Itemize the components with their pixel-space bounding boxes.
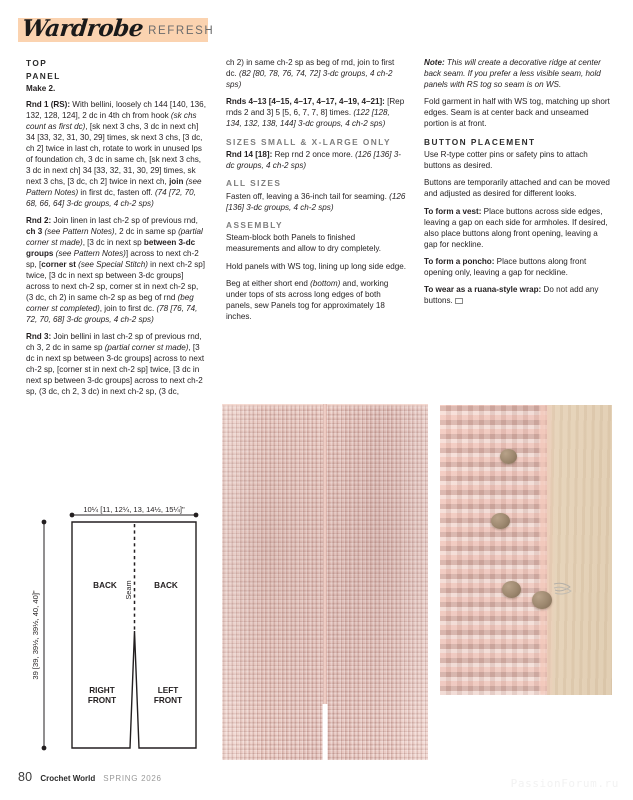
rnd2-text-d: ] across to next ch-2 sp, [ bbox=[26, 249, 199, 270]
photo-crochet-panels bbox=[222, 404, 428, 760]
paragraph-assembly-3 bbox=[226, 279, 406, 323]
crochet-scalloped-edge bbox=[540, 405, 555, 695]
rnd3-text-b: , [3 dc in next sp between 3-dc groups] across to next ch-2 sp, [corner st in next ch-2 sp] twice, [3 dc in next sp between 3-dc groups] across to next ch-2 sp, (3 dc, ch 2, 3 dc) in next ch-2 sp, (3 dc, bbox=[26, 343, 205, 397]
rnd2-italic-3: (see Pattern Notes) bbox=[53, 249, 126, 259]
page-footer bbox=[18, 770, 162, 784]
schematic-label-seam: Seam bbox=[124, 580, 133, 600]
text-column-3 bbox=[424, 58, 610, 314]
rnd2-italic-6: (78 [76, 74, 72, 70, 68] 3-dc groups, 4 ch-2 sps) bbox=[26, 304, 198, 325]
button-2 bbox=[491, 513, 510, 529]
schematic-height-label: 39 [39, 39½, 39½, 40, 40]" bbox=[31, 590, 40, 680]
assembly3-text-b: and, working under tops of sts across long edges of both panels, sew Panels tog for approximately 18 inches. bbox=[226, 279, 389, 321]
page-number: 80 bbox=[18, 770, 33, 784]
heading-sizes-small-xlarge: SIZES SMALL & X-LARGE ONLY bbox=[226, 136, 391, 147]
rnd2-bold-corner: corner st bbox=[41, 260, 76, 270]
magazine-title: Crochet World bbox=[40, 774, 96, 783]
rnd2-text-a: Join linen in last ch-2 sp of previous rnd, bbox=[51, 216, 198, 226]
watermark: PassionForum.ru bbox=[510, 777, 619, 790]
note-label: Note: bbox=[424, 58, 445, 67]
rnd3-italic-1: (partial corner st made) bbox=[104, 343, 189, 353]
rnd2-italic-2: (partial corner st made) bbox=[26, 227, 203, 248]
schematic-width-label: 10¼ [11, 12¼, 13, 14½, 15¼]" bbox=[83, 505, 185, 514]
cont-text-a: ch 2) in same ch-2 sp as beg of rnd, join to first dc. bbox=[226, 58, 395, 78]
rnd2-italic-4: (see Special Stitch) bbox=[75, 260, 148, 270]
heading-top: TOP bbox=[26, 58, 48, 68]
button-3 bbox=[502, 581, 521, 598]
vest-text: Place buttons across side edges, leaving a gap on each side for armholes. If desired, also place buttons along front opening, leaving a gap for neckline. bbox=[424, 206, 608, 249]
paragraph-rnd-14 bbox=[226, 150, 406, 172]
rnd1-join: join bbox=[169, 177, 184, 187]
poncho-text: Place buttons along front opening only, leaving a gap for neckline. bbox=[424, 257, 587, 278]
cotter-pin-icon bbox=[552, 581, 574, 597]
heading-panel: PANEL bbox=[26, 71, 61, 82]
paragraph-rnd-3 bbox=[26, 332, 206, 398]
paragraph-rnd-2 bbox=[26, 216, 206, 326]
heading-button-placement: BUTTON PLACEMENT bbox=[424, 136, 536, 147]
paragraph-ruana bbox=[424, 285, 610, 307]
rnd2-italic-5: (beg corner st completed) bbox=[26, 293, 194, 314]
rnd2-bold-between: between 3-dc groups bbox=[26, 238, 196, 259]
masthead-script-word: Wardrobe bbox=[20, 15, 145, 42]
rnd2-ch3: ch 3 bbox=[26, 227, 43, 237]
photo-button-placement bbox=[440, 405, 612, 695]
paragraph-rnd-1 bbox=[26, 100, 206, 210]
rnd2-text-e: in next ch-2 sp] twice, [3 dc in next sp between 3-dc groups] across to next ch-2 sp, corner st in next ch-2 sp, (3 dc, ch 2) in same ch-2 sp as beg of rnd bbox=[26, 260, 206, 303]
note-text: This will create a decorative ridge at center back seam. If you prefer a less visible seam, hold panels with RS tog so seam is on WS. bbox=[424, 58, 601, 89]
text-column-2 bbox=[226, 58, 406, 329]
masthead bbox=[18, 15, 215, 42]
button-1 bbox=[500, 449, 517, 464]
paragraph-all-sizes bbox=[226, 192, 406, 214]
paragraph-rnds-4-13 bbox=[226, 97, 406, 130]
paragraph-assembly-1: Steam-block both Panels to finished measurements and allow to dry completely. bbox=[226, 233, 382, 254]
rnd3-label: Rnd 3: bbox=[26, 332, 52, 342]
rnd1-text-b: , [sk next 3 chs, 3 dc in next ch] 34 [33, 32, 31, 30, 29] times, sk next 3 chs, [3 dc, ch 2] twice in last ch, rotate to work in unused lps of foundation ch, 3 dc in same ch, [sk next 3 chs, 3 dc in next ch] 34 [33, 32, 31, 30, 29] times, sk next 3 chs, [3 dc, ch 2] twice in next ch, bbox=[26, 122, 203, 187]
ruana-text: Do not add any buttons. bbox=[424, 285, 599, 306]
rnd14-italic-1: (126 [136] 3-dc groups, 4 ch-2 sps) bbox=[226, 149, 402, 170]
poncho-label: To form a poncho: bbox=[424, 257, 495, 267]
ruana-label: To wear as a ruana-style wrap: bbox=[424, 285, 542, 295]
schematic-label-right-front-line2: FRONT bbox=[87, 696, 117, 705]
rnds413-text-a: [Rep rnds 2 and 3] 5 [5, 6, 7, 7, 8] times. bbox=[226, 97, 405, 118]
schematic-outline bbox=[72, 522, 196, 748]
schematic-label-back-right: BACK bbox=[154, 581, 178, 590]
rnd2-text-f: , join to first dc. bbox=[99, 304, 157, 314]
paragraph-button-2: Buttons are temporarily attached and can be moved and adjusted as desired for different looks. bbox=[424, 178, 610, 199]
rnd1-italic-2: (see Pattern Notes) bbox=[26, 177, 202, 198]
assembly3-text-a: Beg at either short end bbox=[226, 279, 311, 289]
rnd14-text-a: Rep rnd 2 once more. bbox=[272, 149, 356, 159]
rnd14-label: Rnd 14 [18]: bbox=[226, 149, 273, 159]
rnd1-italic-3: (74 [72, 70, 68, 66, 64] 3-dc groups, 4 ch-2 sps) bbox=[26, 188, 196, 208]
paragraph-button-1: Use R-type cotter pins or safety pins to attach buttons as desired. bbox=[424, 149, 588, 170]
schematic-label-left-front-line2: FRONT bbox=[153, 696, 183, 705]
fabric-front-opening-gap bbox=[323, 704, 328, 760]
rnd1-italic-1: (sk chs count as first dc) bbox=[26, 111, 197, 132]
allsizes-italic-1: (126 [136] 3-dc groups, 4 ch-2 sps) bbox=[226, 191, 406, 212]
assembly3-italic: (bottom) bbox=[310, 279, 341, 289]
garment-schematic-diagram bbox=[26, 498, 214, 760]
rnd1-text-a: With bellini, loosely ch 144 [140, 136, 132, 128, 124], 2 dc in 4th ch from hook bbox=[26, 100, 206, 121]
rnd2-text-b: , 2 dc in same sp bbox=[114, 227, 179, 237]
make-count: Make 2. bbox=[26, 84, 56, 94]
paragraph-assembly-2: Hold panels with WS tog, lining up long side edge. bbox=[226, 261, 406, 271]
heading-all-sizes: ALL SIZES bbox=[226, 178, 282, 189]
rnd2-italic-1: (see Pattern Notes) bbox=[42, 227, 115, 237]
paragraph-rnd-3-continued bbox=[226, 58, 406, 91]
schematic-label-left-front-line1: LEFT bbox=[157, 686, 179, 695]
schematic-label-right-front-line1: RIGHT bbox=[89, 686, 115, 695]
crochet-edge-fabric bbox=[440, 405, 547, 695]
vest-label: To form a vest: bbox=[424, 206, 482, 216]
paragraph-poncho bbox=[424, 257, 610, 279]
rnd3-text-a: Join bellini in last ch-2 sp of previous rnd, ch 3, 2 dc in same sp bbox=[26, 332, 202, 353]
rnd1-text-c: in first dc, fasten off. bbox=[78, 188, 155, 198]
rnd2-text-c: , [3 dc in next sp bbox=[82, 238, 144, 248]
schematic-label-back-left: BACK bbox=[93, 581, 117, 590]
heading-assembly: ASSEMBLY bbox=[226, 220, 283, 230]
cont-italic-1: (82 [80, 78, 76, 74, 72] 3-dc groups, 4 ch-2 sps) bbox=[226, 68, 393, 89]
masthead-plain-word: REFRESH bbox=[148, 25, 215, 37]
text-column-1 bbox=[26, 58, 206, 405]
rnds413-italic-1: (122 [128, 134, 132, 138, 144] 3-dc groups, 4 ch-2 sps) bbox=[226, 108, 390, 129]
button-4 bbox=[532, 591, 552, 609]
paragraph-fold: Fold garment in half with WS tog, matching up short edges. Seam is at center back and unseamed portion is at front. bbox=[424, 97, 610, 129]
allsizes-text-a: Fasten off, leaving a 36-inch tail for seaming. bbox=[226, 191, 390, 201]
paragraph-vest bbox=[424, 207, 610, 251]
rnd1-label: Rnd 1 (RS): bbox=[26, 100, 71, 110]
issue-label: SPRING 2026 bbox=[103, 774, 162, 783]
end-of-article-mark bbox=[455, 298, 463, 304]
paragraph-note bbox=[424, 58, 610, 91]
rnd2-label: Rnd 2: bbox=[26, 216, 52, 226]
rnds413-label: Rnds 4–13 [4–15, 4–17, 4–17, 4–19, 4–21]: bbox=[226, 97, 385, 107]
